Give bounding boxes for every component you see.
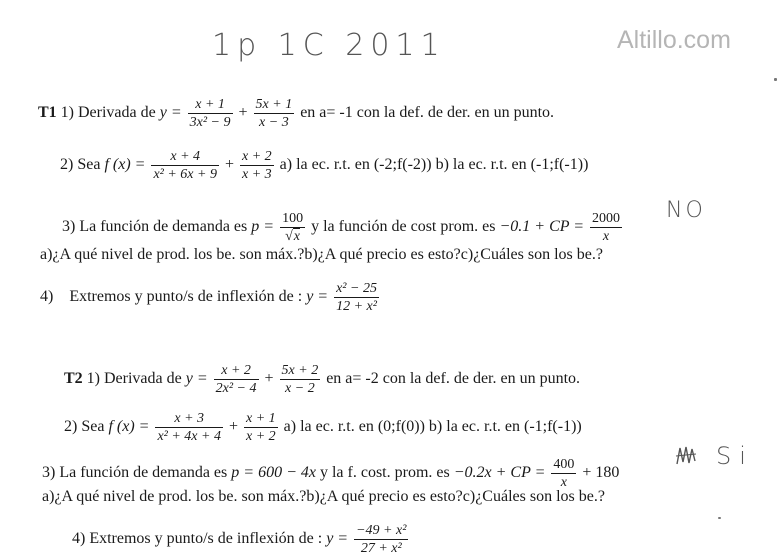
fraction-denominator: 12 + x² <box>336 299 377 314</box>
fraction-denominator: 3x² − 9 <box>189 115 231 130</box>
fraction <box>590 210 622 245</box>
t2-question-4 <box>72 522 410 557</box>
fraction-denominator: x + 2 <box>246 429 276 444</box>
fraction-numerator: −49 + x² <box>356 523 407 538</box>
fraction-denominator: x + 3 <box>242 167 272 182</box>
fraction <box>155 410 223 445</box>
fraction-denominator: 2x² − 4 <box>215 381 257 396</box>
math-lhs: y = <box>159 104 182 122</box>
math-lhs: f (x) = <box>108 418 150 436</box>
question-text: Derivada de <box>78 104 156 122</box>
plus-sign: + <box>238 104 248 122</box>
question-text: Extremos y punto/s de inflexión de : <box>69 288 303 306</box>
t2-label: T2 <box>64 370 83 388</box>
t1-question-2 <box>60 148 588 183</box>
fraction-denominator: x <box>560 475 567 490</box>
question-text: y la función de cost prom. es <box>311 218 496 236</box>
math-lhs: y = <box>306 288 329 306</box>
math-lhs: y = <box>326 530 349 548</box>
t1-question-3-subparts: a)¿A qué nivel de prod. los be. son máx.?b)¿A qué precio es esto?c)¿Cuáles son los be.? <box>40 246 603 263</box>
fraction <box>244 410 278 445</box>
question-text: Derivada de <box>104 370 182 388</box>
t1-question-4 <box>40 280 381 315</box>
fraction-denominator: x − 3 <box>259 115 289 130</box>
fraction-numerator: 100 <box>282 211 304 226</box>
handwritten-note-si: Si <box>716 442 754 470</box>
question-text: 3) La función de demanda es <box>62 218 248 236</box>
fraction <box>214 362 259 397</box>
question-number: 1) <box>60 104 74 122</box>
math-lhs: p = <box>251 218 275 236</box>
handwritten-title: 1p 1C 2011 <box>212 28 446 63</box>
plus-sign: + <box>264 370 274 388</box>
t1-question-3 <box>62 210 624 245</box>
fraction-numerator: x + 1 <box>188 96 233 114</box>
t1-label: T1 <box>38 104 57 122</box>
fraction <box>551 456 576 491</box>
fraction-numerator: 2000 <box>592 211 621 226</box>
question-text: a) la ec. r.t. en (-2;f(-2)) b) la ec. r.t. en (-1;f(-1)) <box>279 156 589 174</box>
altillo-logo: Altillo.com <box>617 26 731 54</box>
math-lhs: −0.1 + CP = <box>499 218 585 236</box>
fraction-numerator: x + 2 <box>242 149 272 164</box>
fraction <box>254 96 295 131</box>
demand-equation: p = 600 − 4x <box>231 464 316 482</box>
question-text: 3) La función de demanda es <box>42 464 228 482</box>
fraction <box>280 362 321 397</box>
fraction <box>334 280 379 315</box>
question-number: 1) <box>86 370 100 388</box>
handwritten-scribble <box>674 444 698 466</box>
fraction-numerator: 400 <box>553 457 575 472</box>
plus-sign: + <box>228 418 238 436</box>
fraction <box>151 148 219 183</box>
question-number: 4) <box>72 530 86 548</box>
question-text: en a= -2 con la def. de der. en un punto. <box>326 370 581 388</box>
math-lhs: −0.2x + CP = <box>453 464 546 482</box>
fraction-numerator: x² − 25 <box>336 281 377 296</box>
plus-sign: + <box>224 156 234 174</box>
fraction-denominator: 27 + x² <box>360 541 402 556</box>
question-text: en a= -1 con la def. de der. en un punto. <box>300 104 555 122</box>
question-text: 2) Sea <box>64 418 105 436</box>
t2-question-3-subparts: a)¿A qué nivel de prod. los be. son máx.?b)¿A qué precio es esto?c)¿Cuáles son los be.? <box>42 488 605 505</box>
math-tail: + 180 <box>582 464 620 482</box>
fraction <box>354 522 408 557</box>
math-lhs: f (x) = <box>104 156 146 174</box>
fraction-numerator: x + 3 <box>155 410 223 428</box>
fraction-denominator: x − 2 <box>285 381 315 396</box>
question-text: 2) Sea <box>60 156 101 174</box>
fraction <box>280 210 305 245</box>
fraction <box>188 96 233 131</box>
fraction-denominator: x² + 6x + 9 <box>153 167 217 182</box>
question-text: a) la ec. r.t. en (0;f(0)) b) la ec. r.t. en (-1;f(-1)) <box>283 418 582 436</box>
question-text: y la f. cost. prom. es <box>319 464 450 482</box>
t2-question-2 <box>64 410 582 445</box>
sqrt-radicand: x <box>293 229 301 244</box>
question-number: 4) <box>40 288 54 306</box>
t2-question-3 <box>42 456 619 491</box>
fraction-denominator: x² + 4x + 4 <box>157 429 221 444</box>
fraction-denominator: √x <box>285 229 301 244</box>
math-lhs: y = <box>185 370 208 388</box>
fraction-numerator: 5x + 1 <box>255 97 293 112</box>
fraction <box>240 148 274 183</box>
t2-question-1 <box>64 362 580 397</box>
scan-speck <box>774 78 777 81</box>
fraction-numerator: x + 1 <box>246 411 276 426</box>
fraction-numerator: 5x + 2 <box>281 363 319 378</box>
t1-question-1 <box>38 96 554 131</box>
fraction-denominator: x <box>602 229 610 244</box>
question-text: Extremos y punto/s de inflexión de : <box>89 530 323 548</box>
fraction-numerator: x + 2 <box>214 362 259 380</box>
scan-speck <box>718 517 721 519</box>
handwritten-note-no: NO <box>666 198 706 223</box>
fraction-numerator: x + 4 <box>151 148 219 166</box>
